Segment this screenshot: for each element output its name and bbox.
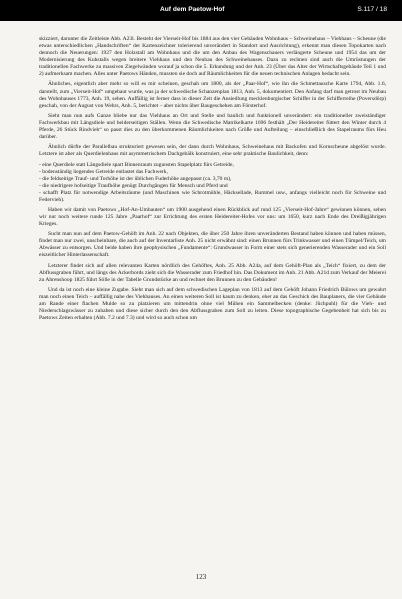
page-number: 123	[195, 573, 207, 581]
paragraph: skizziert, darunter die Zeitleiste Abb. A23l. Besteht der Vierseit-Hof bis 1884 aus den vier Gebäuden Wohnhaus – Schweinehaus – Viehhaus – Scheune (die etwas unterschiedlichen „Handschriften“ der Kartenzeichner tolerierend unverändert in Standort und Ausrichtung), erkennt man diesen Topokarten nach dennoch die Neuerungen: 1927 den Holzstall am Wohnhaus und die um den Anbau des Wagenschauers verlängerte Scheune und 1954 das um der Modernisierung des Kuhstalls wegen breitere Viehhaus und den Neubau des Schweinehauses. Dazu zu rechnen sind auch die Umrüstungen der traditionellen Fachwerke zu massiven Ziegelwänden worauf ja schon die 5. Erkundung und der Anh. 23 (Über das Alter der Wirtschaftsgebäude Teil 1 und 2) aufmerksam machen. Alles unter Paetows Händen, mussten sie doch auf Räumlichkeiten für die neuen technischen Anlagen bedacht sein.	[39, 36, 386, 78]
paragraph: Ähnliches, eigentlich aber mehr so will es mir scheinen, geschah um 1800, als der „Paar-Hof“, wie ihn die Schmettausche Karte 1794, Abb. 1.6, darstellt, zum „Vierseit-Hof“ umgebaut wurde, was ja der schwedische Schanzenplan 1813, Anh. 5, dokumentiert. Den Anfang darf man getrost im Neubau des Wohnhauses 1773, Anh. 19, sehen. Auffällig ist ferner dass in dieser Zeit die Ansiedlung mecklenburgischer Schiffer in der Schifferreihe (Poversdörp) geschah, von der August von Wehrs, Anh. 5, berichtet – aber nichts über Baugeschehen am Försterhof.	[39, 81, 386, 109]
bullet-list	[39, 162, 386, 204]
paragraph: Letzterer findet sich auf allen relevanten Karten nördlich des Gehöftes, Anh. 25 Abb. A24a, auf dem Gehöft-Plan als „Teich“ fixiert, zu dem der Abflussgraben führt, und längs des Ackerbords zieht sich die Wasserader zum Friedhof hin. Das Dokument im Anh. 21 Abb. A21d zum Verkauf der Meierei zu Ahrenshoop 1825 führt Sölle in der Tabelle Grundstücke an und rechnet den Brunnen zu den Gebäuden!	[39, 262, 386, 283]
list-item: - eine Querdiele statt Längsdiele spart Binnenraum zugunsten Stapelplatz fürs Getreide,	[39, 161, 234, 168]
running-header	[0, 0, 402, 21]
paragraph: Und da ist noch eine kleine Zugabe. Sieht man sich auf dem schwedischen Lageplan von 1813 auf dem Gehöft Johann Friedrich Bülows um gewahrt man noch einen Teich – auffällig nahe des Viehhauses. An einen weiteren Soll ist kaum zu denken, eher an das Geschick des Bauplaners, die vier Gebäude am Rande einer flachen Mulde so zu platzieren um mittendrin ohne viel Mühen ein Sammelbecken (denke: Jüchpuhl) für die Vieh- und Niederschlagswässer zu zuhaben und diese sicher durch den den Abflussgraben zum Soll zu leiten. Diese topographische Gegebenheit hat sich bis zu Paetows Zeiten erhalten (Abb. 7.2 und 7.3) und wird so auch schon um	[39, 287, 386, 322]
list-item: - bodenständig liegendes Getreide entlastet das Fachwerk,	[39, 168, 168, 175]
paragraph: Haben wir damit von Paetows „Hof-An-Umbauten“ um 1900 ausgehend einen Rückblick auf rund 125 „Vierseit-Hof-Jahre“ gewinnen können, sehen wir nur noch weitere runde 125 Jahre „Paarhof“ zur Errichtung des ersten Heidereiter-Hofes vor uns: um 1650, kurz nach Ende des Dreißigjährigen Krieges.	[39, 206, 386, 228]
header-page-ref: S.117 / 18	[357, 6, 387, 13]
header-title: Auf dem Paetow-Hof	[160, 6, 225, 13]
list-item: - schafft Platz für notwendige Arbeitsräume (und Maschinen wie Schrotmühle, Häcksellade, Rummel usw., anfangs vielleicht noch für Schweine und Federvieh).	[39, 189, 386, 203]
paragraph: Sucht man nun auf dem Paetow-Gehöft im Anh. 22 nach Objekten, die über 250 Jahre ihren unveränderten Bestand haben können und haben müssen, findet man nur zwei, unscheinbare, die auch auf der Inventarliste Anh. 25 nicht erwähnt sind: einen Brunnen fürs Trinkwasser und einen Tümpel/Teich, um Abwässer zu entsorgen. Und beide haben ihre geophysischen „Fundamente“: Grundwasser in Form einer stets sich generierenden Wasserader und ein Soll eiszeitlicher Hinterlassenschaft.	[39, 231, 386, 259]
paragraph: Ähnlich dürfte der Parallelbau strukturiert gewesen sein, der dann durch Wohnhaus, Schweinehaus mit Backofen und Kornscheune abgelöst wurde. Letztere ist aber als Querdielenhaus mit asymmetrischem Dachgebälk konstruiert, eine sehr praktische Baulichkeit, denn:	[39, 144, 386, 158]
paragraph: Sieht man nun aufs Ganze bliebe nur das Viehhaus an Ort und Stelle und baulich und funktionell unverändert: ein traditioneller zweiständiger Fachwerkbau mit Längsdiele und beiderseitigen Ställen. Wenn die Schwedische Matrikelkarte 1696 festhält „Der Heidereiter füttert den Winter durch 4 Pferde, 26 Stück Rindvieh“ so passt dies zu den überkommenen Räumlichkeiten nach Größe und Aufteilung – einschließlich des Stapelraums fürs Heu darüber.	[39, 112, 386, 140]
list-item: - die feldseitige Trauf- und Torhöhe ist der üblichen Fuderhöhe angepasst (ca. 3,70 m),	[39, 175, 232, 182]
list-item: - die niedrigere hofseitige Traufhöhe genügt Durchgängen für Mensch und Pferd und	[39, 182, 228, 189]
body-text	[39, 36, 386, 325]
